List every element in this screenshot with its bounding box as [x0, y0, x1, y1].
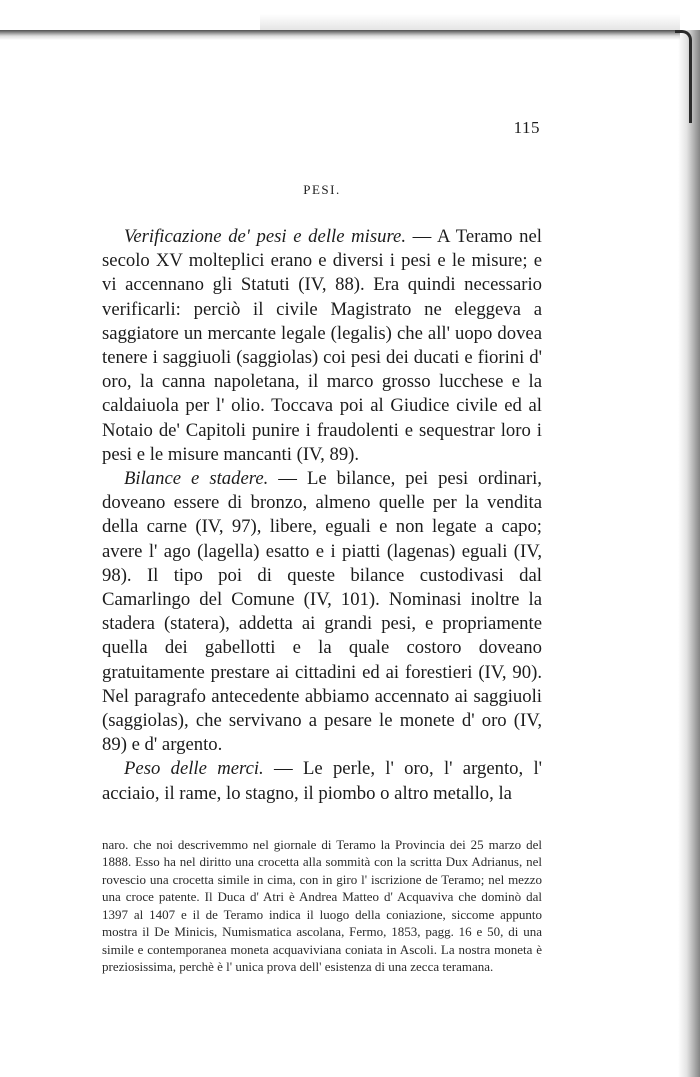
body-text	[102, 225, 542, 806]
scan-shadow-top	[260, 14, 680, 30]
paragraph-text: — A Teramo nel secolo XV molteplici erano e diversi i pesi e le misure; e vi accennano gli Statuti (IV, 88). Era quindi necessario verificarli: perciò il civile Magistrato ne eleggeva a saggiatore un mercante legale (legalis) che all' uopo dovea tenere i saggiuoli (saggiolas) coi pesi dei ducati e fiorini d' oro, la canna napoletana, il marco grosso lucchese e la caldaiuola per l' olio. Toccava poi al Giudice civile ed al Notaio de' Capitoli punire i fraudolenti e sequestrar loro i pesi e le misure mancanti (IV, 89).	[102, 226, 542, 465]
paragraph-peso-merci	[102, 757, 542, 805]
paragraph-text: — Le perle, l' oro, l' argento, l' acciaio, il rame, lo stagno, il piombo o altro metallo, la	[102, 758, 543, 804]
page-number: 115	[513, 118, 540, 137]
scan-page-corner	[675, 30, 692, 123]
paragraph-text: — Le bilance, pei pesi ordinari, doveano essere di bronzo, almeno quelle per la vendita della carne (IV, 97), libere, eguali e non legate a capo; avere l' ago (lagella) esatto e i piatti (lagenas) eguali (IV, 98). Il tipo poi di queste bilance custodivasi dal Camarlingo del Comune (IV, 101). Nominasi inoltre la stadera (statera), addetta ai grandi pesi, e propriamente quella dei gabellotti e la quale costoro doveano gratuitamente prestare ai cittadini ed ai forestieri (IV, 90). Nel paragrafo antecedente abbiamo accennato ai saggiuoli (saggiolas), che servivano a pesare le monete d' oro (IV, 89) e d' argento.	[102, 468, 542, 756]
scan-page-edge-top	[0, 30, 680, 40]
page-content	[102, 182, 542, 976]
scan-page-edge-right	[678, 30, 700, 1077]
paragraph-bilance	[102, 467, 542, 757]
paragraph-heading: Verificazione de' pesi e delle misure.	[124, 226, 406, 247]
section-title: PESI.	[303, 182, 341, 197]
paragraph-verificazione	[102, 225, 542, 467]
paragraph-heading: Peso delle merci.	[124, 758, 264, 780]
footnote: naro. che noi descrivemmo nel giornale di Teramo la Provincia dei 25 marzo del 1888. Esso ha nel diritto una crocetta alla sommità con la scritta Dux Adrianus, nel rovescio una crocetta simile in cima, con in giro l' iscrizione de Teramo; nel mezzo una croce patente. Il Duca d' Atri è Andrea Matteo d' Acquaviva che dominò dal 1397 al 1407 e il de Teramo indica il luogo della coniazione, siccome appunto mostra il De Minicis, Numismatica ascolana, Fermo, 1853, pagg. 16 e 50, di una simile e contemporanea moneta acquaviviana coniata in Ascoli. La nostra moneta è preziosissima, perchè è l' unica prova dell' esistenza di una zecca teramana.	[102, 836, 542, 975]
paragraph-heading: Bilance e stadere.	[124, 468, 269, 490]
